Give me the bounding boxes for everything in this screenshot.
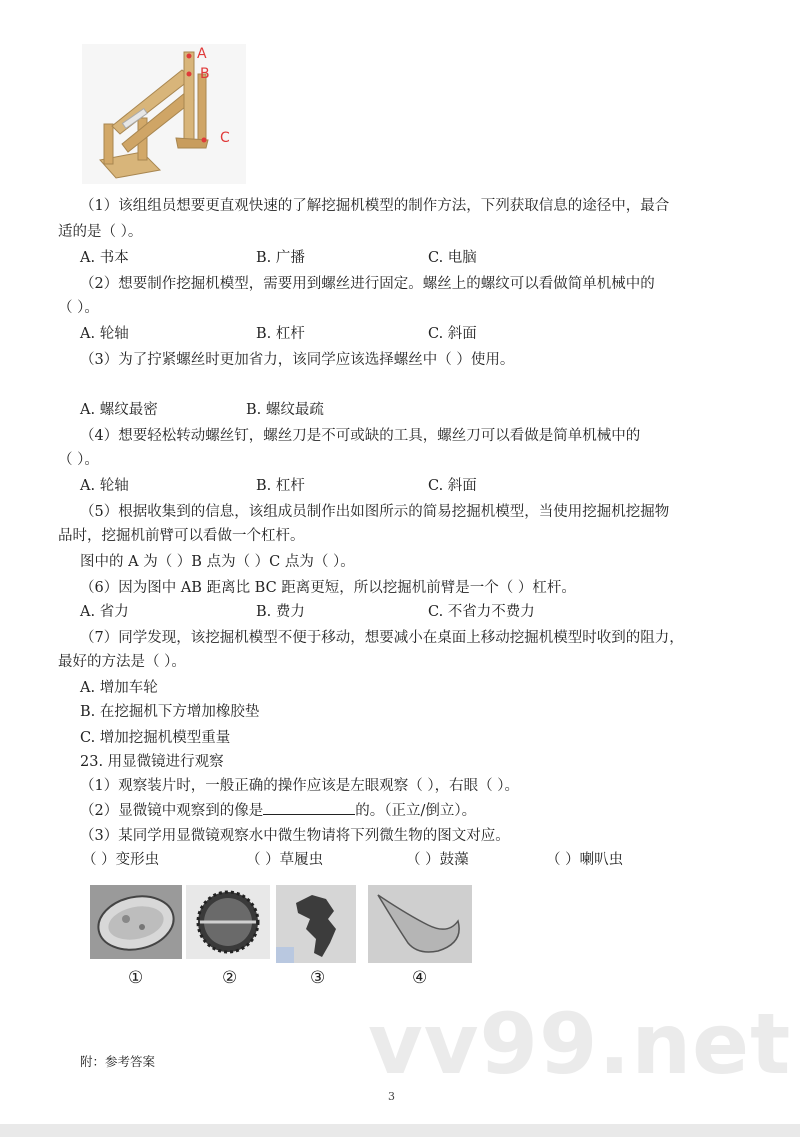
- q23-sub2-blank: [263, 800, 355, 815]
- point-b-label: B: [200, 66, 210, 82]
- micro-image-3: [276, 885, 356, 963]
- q6-text-line1: （6）因为图中 AB 距离比 BC 距离更短，所以挖掘机前臂是一个（ ）杠杆。: [80, 580, 576, 596]
- watermark: vv99.net: [368, 995, 792, 1093]
- micro-image-2: [186, 885, 270, 959]
- q1-text-line2: 适的是（ ）。: [58, 224, 143, 240]
- q1-option-a: A. 书本: [80, 250, 129, 266]
- q7-option-c: C. 增加挖掘机模型重量: [80, 730, 231, 746]
- q23-sub2-pre: （2）显微镜中观察到的像是: [80, 803, 264, 819]
- q23-sub3: （3）某同学用显微镜观察水中微生物请将下列微生物的图文对应。: [80, 828, 510, 844]
- q5-text-line1: （5）根据收集到的信息，该组成员制作出如图所示的简易挖掘机模型，当使用挖掘机挖掘物: [80, 504, 670, 520]
- point-a-label: A: [197, 46, 207, 62]
- q7-option-a: A. 增加车轮: [80, 680, 158, 696]
- q4-text-line2: （ ）。: [58, 452, 99, 468]
- q2-option-b: B. 杠杆: [256, 326, 305, 342]
- match-paramecium: （ ）草履虫: [246, 852, 324, 868]
- q7-option-b: B. 在挖掘机下方增加橡胶垫: [80, 704, 260, 720]
- q6-option-b: B. 费力: [256, 604, 305, 620]
- point-c-label: C: [220, 130, 230, 146]
- q23-sub1: （1）观察装片时，一般正确的操作应该是左眼观察（ ），右眼（ ）。: [80, 778, 519, 794]
- micro-label-3: ③: [310, 968, 326, 988]
- q23-sub2: [80, 800, 476, 821]
- q2-text-line2: （ ）。: [58, 300, 99, 316]
- q23-title: 23. 用显微镜进行观察: [80, 754, 224, 770]
- micro-label-4: ④: [412, 968, 428, 988]
- page-bottom-edge: [0, 1124, 800, 1137]
- q3-option-b: B. 螺纹最疏: [246, 402, 324, 418]
- match-amoeba: （ ）变形虫: [82, 852, 160, 868]
- micro-image-1: [90, 885, 182, 959]
- q6-option-a: A. 省力: [80, 604, 129, 620]
- q2-option-c: C. 斜面: [428, 326, 477, 342]
- page-number: 3: [388, 1090, 395, 1103]
- q5-text-line2: 品时，挖掘机前臂可以看做一个杠杆。: [58, 528, 305, 544]
- micro-image-4: [368, 885, 472, 963]
- q2-option-a: A. 轮轴: [80, 326, 129, 342]
- q7-text-line1: （7）同学发现，该挖掘机模型不便于移动，想要减小在桌面上移动挖掘机模型时收到的阻力，: [80, 630, 684, 646]
- q3-option-a: A. 螺纹最密: [80, 402, 158, 418]
- micro-label-2: ②: [222, 968, 238, 988]
- q4-text-line1: （4）想要轻松转动螺丝钉，螺丝刀是不可或缺的工具，螺丝刀可以看做是简单机械中的: [80, 428, 641, 444]
- q7-text-line2: 最好的方法是（ ）。: [58, 654, 186, 670]
- match-desmid: （ ）鼓藻: [406, 852, 469, 868]
- q3-text-line1: （3）为了拧紧螺丝时更加省力，该同学应该选择螺丝中（ ）使用。: [80, 352, 515, 368]
- match-stentor: （ ）喇叭虫: [546, 852, 624, 868]
- excavator-model-image: [82, 44, 246, 184]
- footer-answer-note: 附：参考答案: [80, 1054, 156, 1069]
- q6-option-c: C. 不省力不费力: [428, 604, 535, 620]
- q23-sub2-post: 的。（正立/倒立）。: [355, 803, 477, 819]
- q4-option-b: B. 杠杆: [256, 478, 305, 494]
- micro-label-1: ①: [128, 968, 144, 988]
- q1-option-c: C. 电脑: [428, 250, 477, 266]
- q1-text-line1: （1）该组组员想要更直观快速的了解挖掘机模型的制作方法，下列获取信息的途径中，最合: [80, 198, 670, 214]
- q1-option-b: B. 广播: [256, 250, 305, 266]
- q2-text-line1: （2）想要制作挖掘机模型，需要用到螺丝进行固定。螺丝上的螺纹可以看做简单机械中的: [80, 276, 655, 292]
- q5-text-line3: 图中的 A 为（ ）B 点为（ ）C 点为（ ）。: [80, 554, 355, 570]
- q4-option-c: C. 斜面: [428, 478, 477, 494]
- q4-option-a: A. 轮轴: [80, 478, 129, 494]
